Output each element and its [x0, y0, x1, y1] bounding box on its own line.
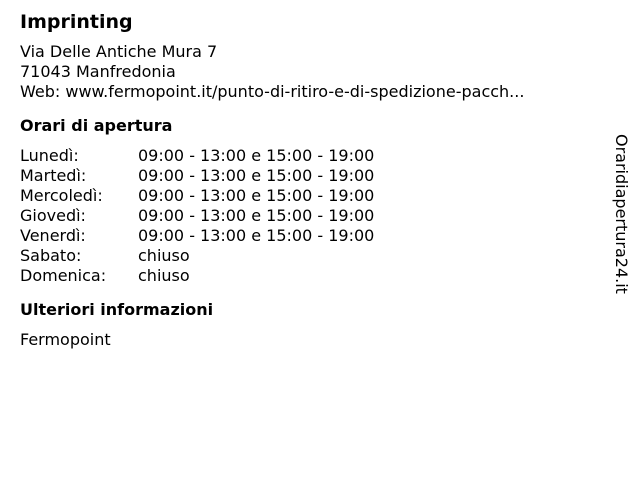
hours-day: Lunedì:: [20, 146, 79, 165]
store-address: [20, 42, 600, 102]
hours-time: chiuso: [138, 246, 190, 265]
more-info-heading: Ulteriori informazioni: [20, 300, 214, 319]
hours-day: Martedì:: [20, 166, 87, 185]
hours-time: 09:00 - 13:00 e 15:00 - 19:00: [138, 186, 375, 205]
hours-day: Sabato:: [20, 246, 82, 265]
store-website: Web: www.fermopoint.it/punto-di-ritiro-e-di-spedizione-pacch...: [20, 82, 525, 101]
hours-time: 09:00 - 13:00 e 15:00 - 19:00: [138, 146, 375, 165]
opening-hours-heading: Orari di apertura: [20, 116, 173, 135]
address-street: Via Delle Antiche Mura 7: [20, 42, 218, 61]
hours-day: Domenica:: [20, 266, 107, 285]
address-city: 71043 Manfredonia: [20, 62, 176, 81]
site-watermark: Oraridiapertura24.it: [612, 134, 631, 294]
store-name: Imprinting: [20, 11, 133, 33]
hours-time: 09:00 - 13:00 e 15:00 - 19:00: [138, 226, 375, 245]
hours-time: 09:00 - 13:00 e 15:00 - 19:00: [138, 166, 375, 185]
hours-row: [20, 226, 600, 246]
hours-day: Venerdì:: [20, 226, 86, 245]
hours-row: [20, 266, 600, 286]
more-info-text: Fermopoint: [20, 330, 111, 349]
hours-row: [20, 246, 600, 266]
hours-time: chiuso: [138, 266, 190, 285]
store-info-card: [20, 10, 600, 350]
hours-day: Mercoledì:: [20, 186, 103, 205]
hours-day: Giovedì:: [20, 206, 86, 225]
hours-row: [20, 206, 600, 226]
hours-row: [20, 146, 600, 166]
opening-hours-table: [20, 146, 600, 286]
hours-row: [20, 186, 600, 206]
hours-time: 09:00 - 13:00 e 15:00 - 19:00: [138, 206, 375, 225]
hours-row: [20, 166, 600, 186]
